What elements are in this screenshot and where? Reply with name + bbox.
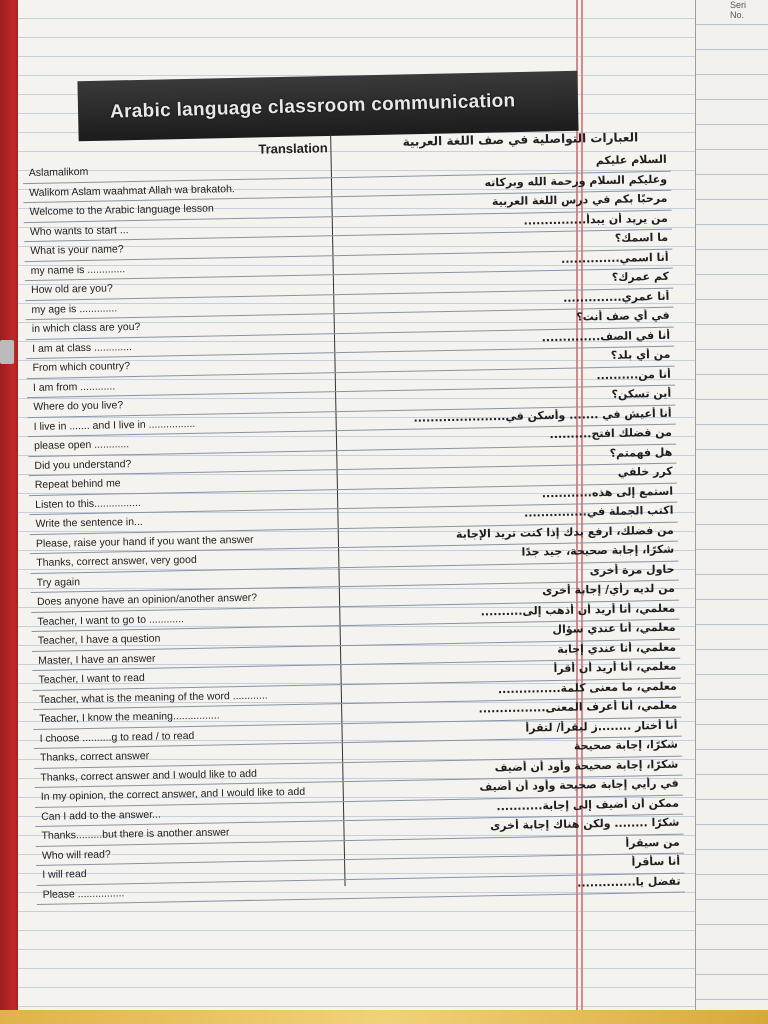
arabic-phrase-cell: في رأيي إجابة صحيحة وأود أن أضيف [479,776,679,794]
translation-cell: I live in ....... and I live in ................ [33,417,196,433]
page-title: Arabic language classroom communication [109,90,516,123]
translation-cell: Repeat behind me [34,477,121,491]
arabic-phrase-cell: من فضلك افتح.......... [549,425,673,442]
arabic-phrase-cell: أنا عمري.............. [562,289,670,305]
arabic-phrase-cell: من فضلك، ارفع يدك إذا كنت تريد الإجابة [455,523,674,541]
translation-cell: Teacher, I want to go to ............ [37,612,185,628]
translation-cell: How old are you? [30,282,113,296]
arabic-phrase-cell: مرحبًا بكم في درس اللغة العربية [491,191,668,209]
arabic-phrase-cell: معلمي، ما معنى كلمة............... [497,679,677,696]
translation-cell: Teacher, I want to read [38,671,145,686]
arabic-phrase-cell: شكرًا، إجابة صحيحة وأود أن أضيف [494,757,679,774]
arabic-header: العبارات التواصلية في صف اللغة العربية [402,130,639,149]
arabic-phrase-cell: أنا أختار ........ز ليقرأ/ لتقرأ [525,718,678,735]
translation-cell: please open ............ [33,438,130,452]
translation-cell: Please, raise your hand if you want the answer [35,533,254,550]
translation-cell: Where do you live? [33,399,124,413]
arabic-phrase-cell: معلمي، أنا أعرف المعنى................ [478,698,678,716]
phrase-table [8,122,690,901]
translation-cell: I am at class ............. [32,340,133,355]
translation-cell: Can I add to the answer... [41,808,161,823]
arabic-phrase-cell: أنا أعيش في ....... وأسكن في...................... [413,406,672,425]
translation-cell: Thanks, correct answer [39,749,150,764]
serial-number-label: Seri No. [730,0,747,20]
translation-cell: I choose ..........g to read / to read [39,729,195,745]
translation-cell: Walikom Aslam waahmat Allah wa brakatoh. [29,182,235,199]
translation-cell: Does anyone have an opinion/another answer? [36,591,258,608]
arabic-phrase-cell: وعليكم السلام ورحمة الله وبركاته [484,172,668,189]
translation-header: Translation [258,140,328,157]
arabic-phrase-cell: من لديه رأي/ إجابة أخرى [542,581,676,598]
arabic-phrase-cell: معلمي، أنا عندي سؤال [552,620,676,637]
arabic-phrase-cell: تفضل يا.............. [577,874,681,890]
translation-cell: Welcome to the Arabic language lesson [29,202,214,219]
arabic-phrase-cell: أنا من.......... [596,367,671,382]
arabic-phrase-cell: كم عمرك؟ [611,269,670,284]
translation-cell: I will read [42,868,87,881]
translation-cell: Write the sentence in... [35,515,143,530]
translation-cell: Aslamalikom [28,165,89,180]
translation-cell: Listen to this................ [35,496,141,511]
translation-cell: Teacher, I have a question [37,632,161,647]
translation-cell: Thanks.........but there is another answer [41,826,230,842]
arabic-phrase-cell: معلمي، أنا عندي إجابة [557,640,677,656]
translation-cell: Try again [36,575,81,589]
translation-cell: Who wants to start ... [29,223,129,238]
arabic-phrase-cell: من سيقرأ [625,835,680,850]
arabic-phrase-cell: أين تسكن؟ [611,386,672,401]
arabic-phrase-cell: شكرًا، إجابة صحيحة، جيد جدًا [521,542,675,559]
translation-cell: my age is ............. [31,301,118,316]
translation-cell: Thanks, correct answer, very good [36,553,197,569]
arabic-phrase-cell: من أي بلد؟ [610,347,671,362]
table-rows [23,152,685,905]
translation-cell: Master, I have an answer [38,652,156,667]
translation-cell: in which class are you? [31,320,141,335]
arabic-phrase-cell: شكرًا ........ ولكن هناك إجابة أخرى [490,815,680,833]
translation-cell: my name is ............. [30,262,126,277]
arabic-phrase-cell: حاول مرة أخرى [589,562,675,577]
arabic-phrase-cell: معلمي، أنا أريد أن أقرأ [553,659,677,676]
notebook-bottom-edge [0,1010,768,1024]
translation-cell: Thanks, correct answer and I would like to add [40,767,258,784]
translation-cell: In my opinion, the correct answer, and I would like to add [40,785,306,803]
arabic-phrase-cell: من يريد أن يبدأ............... [523,211,668,228]
notebook-right-page [695,0,768,1024]
arabic-phrase-cell: هل فهمتم؟ [609,445,673,460]
arabic-phrase-cell: أنا في الصف.............. [541,328,671,344]
arabic-phrase-cell: اكتب الجملة في............... [523,503,674,520]
translation-cell: Teacher, what is the meaning of the word ............ [38,689,268,706]
translation-cell: Did you understand? [34,457,132,472]
translation-cell: I am from ............ [32,379,116,394]
arabic-phrase-cell: في أي صف أنت؟ [576,308,670,324]
arabic-phrase-cell: ما اسمك؟ [614,230,669,245]
arabic-phrase-cell: استمع إلى هذه............ [541,484,674,500]
arabic-phrase-cell: معلمي، أنا أريد أن أذهب إلى.......... [480,601,676,618]
arabic-phrase-cell: أنا سأقرأ [631,854,681,869]
arabic-phrase-cell: كرر خلفي [617,464,673,479]
translation-cell: Teacher, I know the meaning................ [39,709,220,725]
translation-cell: Who will read? [41,848,111,862]
arabic-phrase-cell: السلام عليكم [595,152,667,168]
translation-cell: From which country? [32,360,131,374]
translation-cell: What is your name? [30,243,124,258]
arabic-phrase-cell: شكرًا، إجابة صحيحة [573,737,679,753]
translation-cell: Please ................ [42,886,125,901]
arabic-phrase-cell: أنا اسمي.............. [560,250,669,266]
arabic-phrase-cell: ممكن أن أضيف إلى إجابة........... [496,796,680,813]
